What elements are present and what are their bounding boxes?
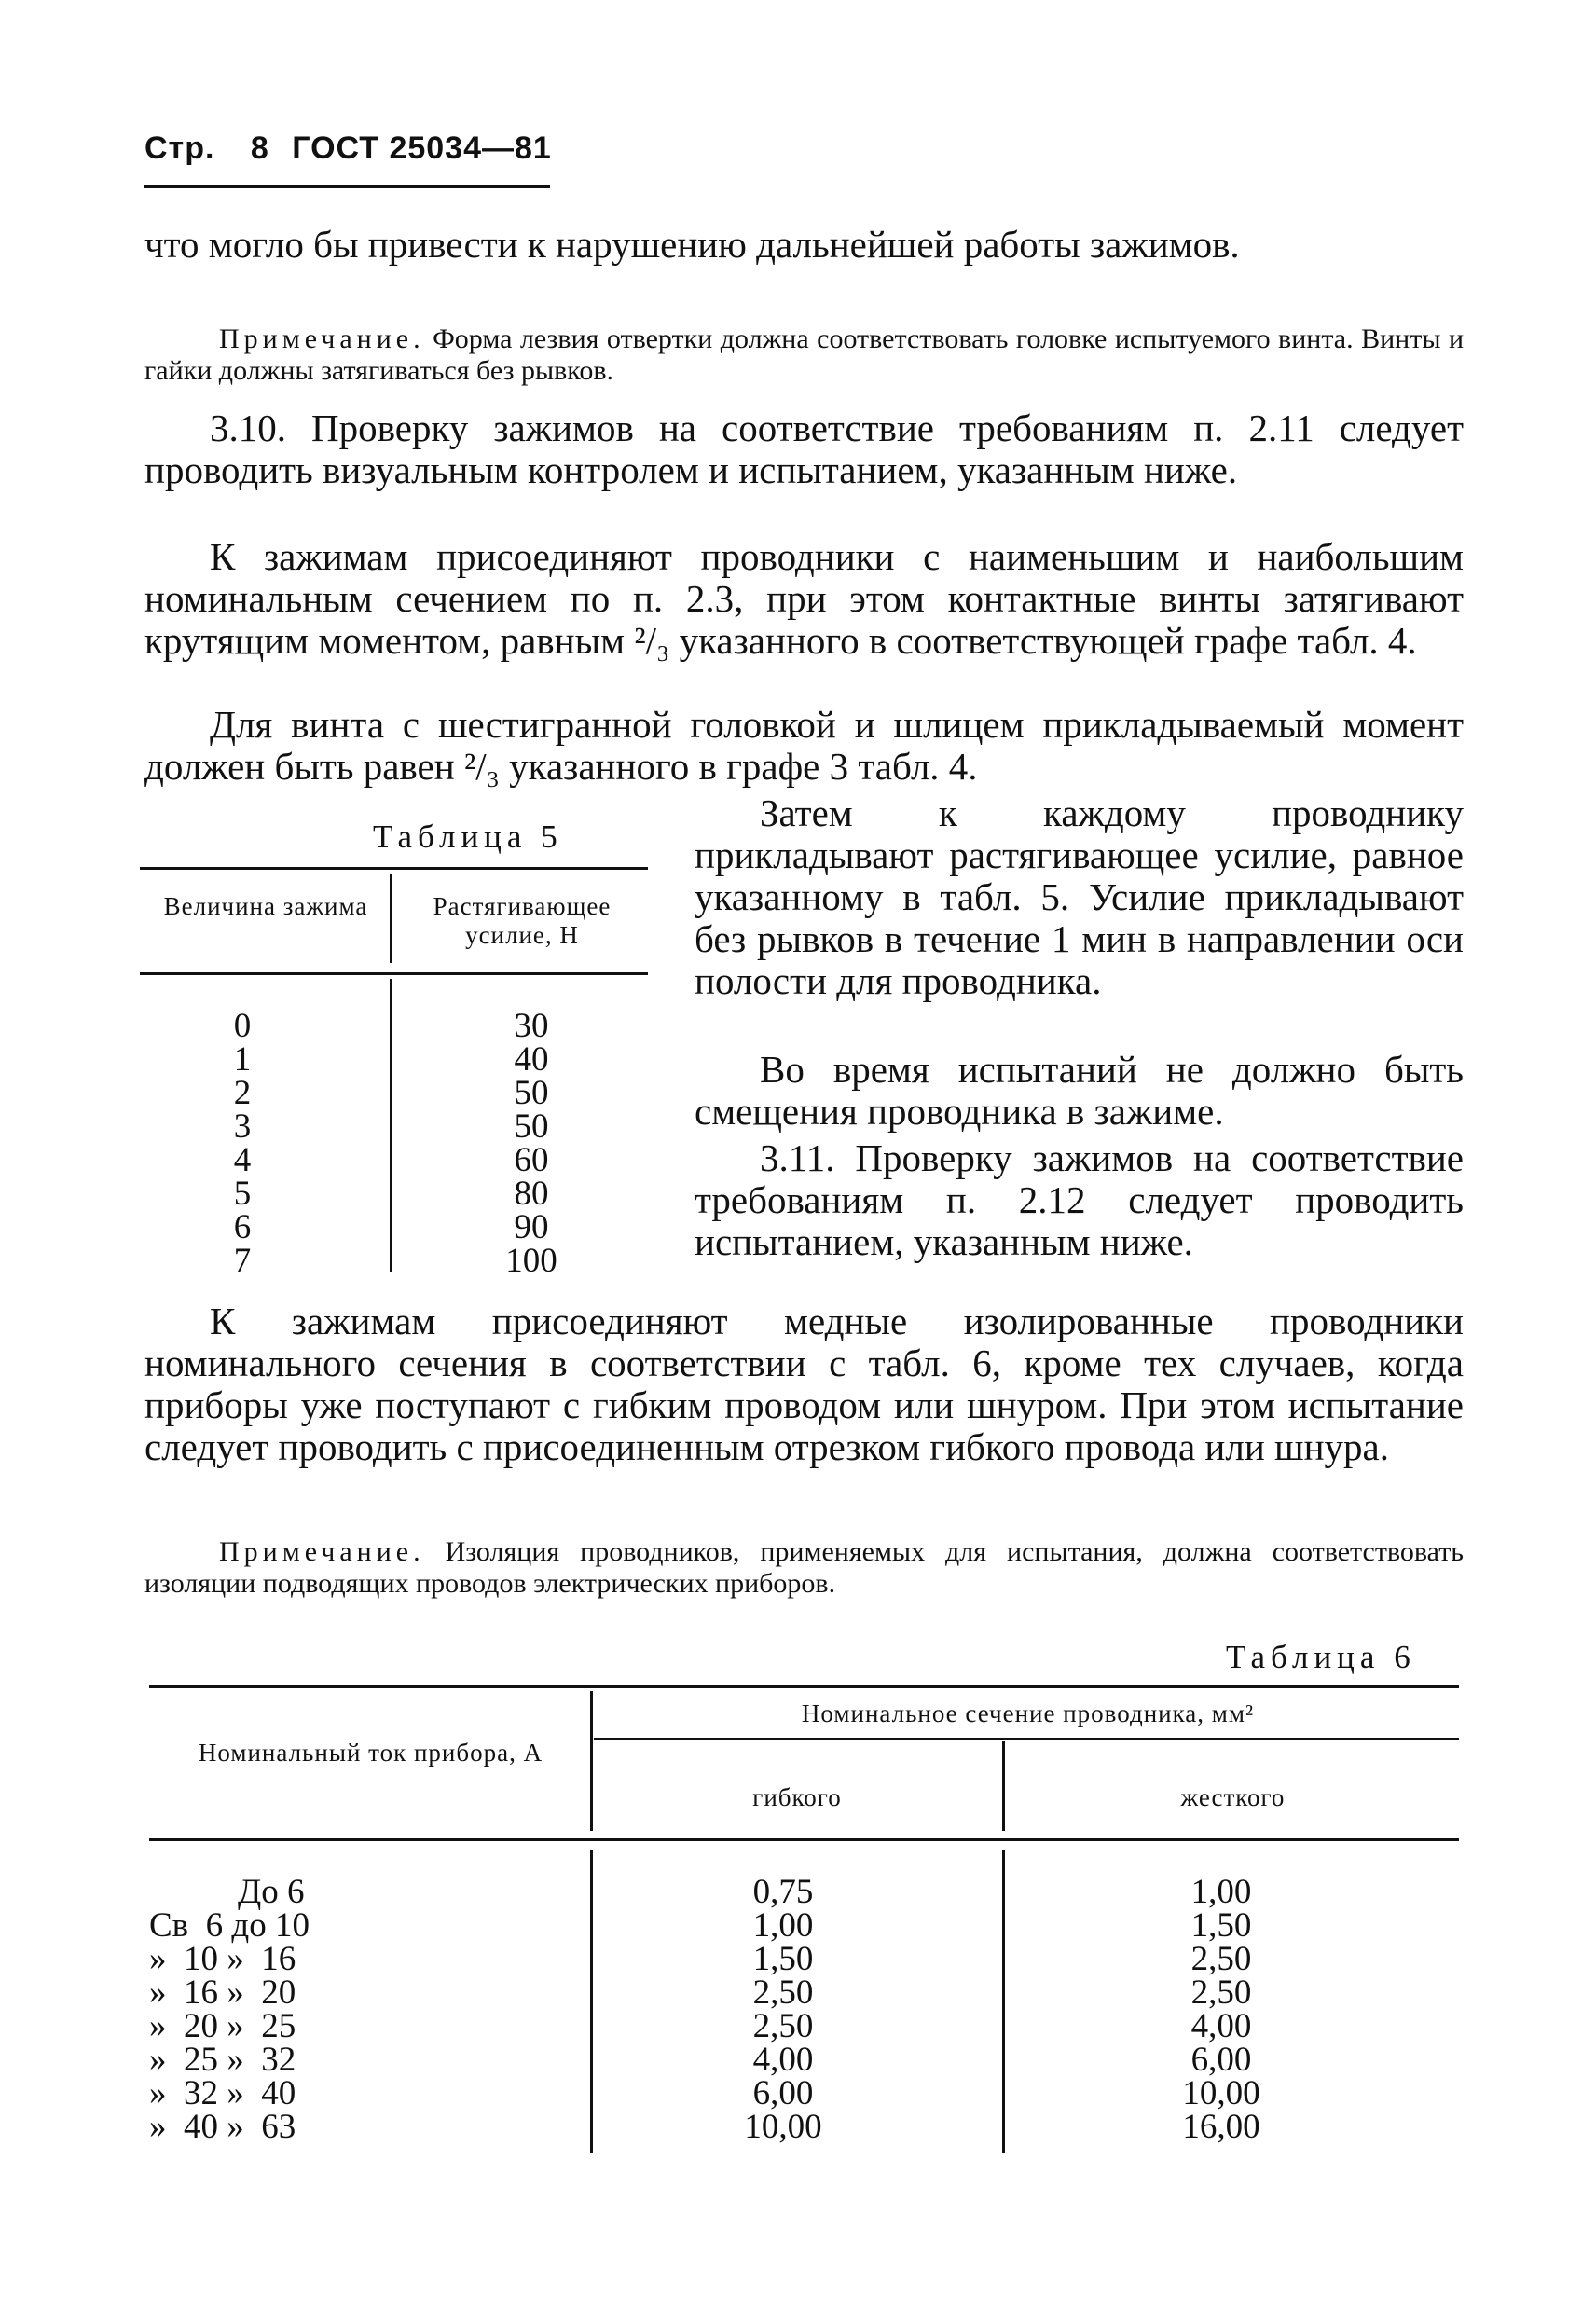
table-5-top-rule [140, 867, 648, 870]
table-6-flexible-cell: 2,50 [752, 1974, 814, 2012]
note-2-text: Изоляция проводников, применяемых для испытания, должна соответствовать изоляции подводящих проводов электрических приборов. [144, 1536, 1464, 1599]
table-6-current-cell: » 25 » 32 [149, 2041, 296, 2079]
table-5-header-divider [390, 874, 392, 963]
table-6-flexible-cell: 1,00 [752, 1906, 814, 1945]
table-6-col1 [149, 1873, 578, 2146]
note-1-text: Форма лезвия отвертки должна соответствовать головке испытуемого винта. Винты и гайки должны затягиваться без рывков. [144, 323, 1464, 386]
table-6-current-cell: » 40 » 63 [149, 2108, 296, 2146]
note-2-label: Примечание. [219, 1536, 425, 1567]
paragraph-conductors [144, 536, 1464, 662]
page-number: 8 [250, 131, 269, 166]
paragraph-3-11: 3.11. Проверку зажимов на соответствие требованиям п. 2.12 следует проводить испытанием, указанным ниже. [695, 1136, 1464, 1263]
table-6-group-rule [594, 1738, 1459, 1740]
table-6-body-divider-2 [1002, 1850, 1005, 2153]
table-6-current-cell: » 10 » 16 [149, 1940, 296, 1978]
header-rule [144, 185, 550, 188]
table-6-col2-header: гибкого [752, 1783, 842, 1811]
table-6-rigid-cell: 2,50 [1190, 1974, 1252, 2012]
table-5-size-cell: 3 [233, 1107, 252, 1146]
table-5-size-cell: 7 [233, 1242, 252, 1280]
table-5-force-cell: 90 [514, 1208, 549, 1246]
table-5-size-cell: 4 [233, 1141, 252, 1179]
table-6-caption: Таблица 6 [1226, 1639, 1416, 1675]
table-5-force-cell: 80 [514, 1175, 549, 1213]
table-5-col2-header: Растягивающее усилие, Н [433, 892, 612, 949]
table-6-top-rule [149, 1685, 1459, 1688]
paragraph-conductors-a: К зажимам присоединяют проводники с наименьшим и наибольшим номинальным сечением по п. 2.3, при этом контактные винты затягивают крутящим моментом, равным [144, 535, 1464, 662]
table-5-force-cell: 40 [514, 1040, 549, 1079]
table-6-col2 [597, 1873, 970, 2146]
table-6-rigid-cell: 16,00 [1182, 2108, 1260, 2146]
table-5-body-divider [390, 979, 392, 1272]
table-5-force-cell: 100 [505, 1242, 557, 1280]
fraction-two-thirds-2: ²/₃ [463, 745, 500, 788]
table-6-col3-header: жесткого [1180, 1783, 1286, 1811]
paragraph-conductors-b: указанного в соответствующей графе табл. 4. [669, 619, 1417, 662]
table-6-flexible-cell: 0,75 [752, 1873, 814, 1911]
table-6-header-rule [149, 1838, 1459, 1841]
table-6-flexible-cell: 2,50 [752, 2007, 814, 2045]
page-header [144, 131, 552, 167]
table-6-subheader-divider [1002, 1741, 1005, 1831]
table-5-size-cell: 6 [233, 1208, 252, 1246]
table-5-size-cell: 1 [233, 1040, 252, 1079]
note-1 [144, 323, 1464, 387]
paragraph-3-10: 3.10. Проверку зажимов на соответствие требованиям п. 2.11 следует проводить визуальным контролем и испытанием, указанным ниже. [144, 406, 1464, 491]
table-5-size-cell: 2 [233, 1074, 252, 1112]
table-6-col3 [1007, 1873, 1436, 2146]
paragraph-hex-a: Для винта с шестигранной головкой и шлицем прикладываемый момент должен быть равен [144, 703, 1464, 788]
table-5-force-cell: 50 [514, 1074, 549, 1112]
paragraph-copper-conductors: К зажимам присоединяют медные изолированные проводники номинального сечения в соответствии с табл. 6, кроме тех случаев, когда приборы уже поступают с гибким проводом или шнуром. При этом испытание следует проводить с присоединенным отрезком гибкого провода или шнура. [144, 1300, 1464, 1468]
table-6-rigid-cell: 1,50 [1190, 1906, 1252, 1945]
table-6-flexible-cell: 6,00 [752, 2074, 814, 2112]
table-6-current-cell: » 20 » 25 [149, 2007, 296, 2045]
table-5-force-cell: 60 [514, 1141, 549, 1179]
table-6-flexible-cell: 4,00 [752, 2041, 814, 2079]
table-6-rigid-cell: 4,00 [1190, 2007, 1252, 2045]
table-6-rigid-cell: 6,00 [1190, 2041, 1252, 2079]
page-label: Стр. [144, 131, 215, 166]
note-2 [144, 1536, 1464, 1600]
paragraph-no-displacement: Во время испытаний не должно быть смещения проводника в зажиме. [695, 1048, 1464, 1133]
paragraph-hex-b: указанного в графе 3 табл. 4. [499, 745, 978, 788]
table-5-col1-header: Величина зажима [163, 892, 368, 920]
standard-number: ГОСТ 25034—81 [292, 131, 552, 166]
paragraph-tensile-force: Затем к каждому проводнику прикладывают растягивающее усилие, равное указанному в табл. 5. Усилие прикладывают без рывков в течение 1 мин в направлении оси полости для проводника. [695, 791, 1464, 1002]
fraction-two-thirds: ²/₃ [634, 619, 670, 662]
table-6-flexible-cell: 1,50 [752, 1940, 814, 1978]
table-6-rigid-cell: 10,00 [1182, 2074, 1260, 2112]
table-5-col1 [149, 1007, 336, 1280]
table-5-size-cell: 0 [233, 1007, 252, 1045]
table-6-rigid-cell: 1,00 [1190, 1873, 1252, 1911]
table-6-header-divider [590, 1691, 593, 1831]
table-6-current-cell: Св 6 до 10 [149, 1906, 310, 1945]
table-6-current-cell: » 16 » 20 [149, 1974, 296, 2012]
table-6-rigid-cell: 2,50 [1190, 1940, 1252, 1978]
table-5-caption: Таблица 5 [373, 818, 563, 855]
table-5-col2 [438, 1007, 625, 1280]
table-5-size-cell: 5 [233, 1175, 252, 1213]
table-6-current-cell: » 32 » 40 [149, 2074, 296, 2112]
table-6-current-cell: До 6 [238, 1873, 305, 1911]
paragraph-1: что могло бы привести к нарушению дальнейшей работы зажимов. [144, 223, 1240, 266]
table-6-group-header: Номинальное сечение проводника, мм² [801, 1699, 1255, 1727]
table-6-flexible-cell: 10,00 [744, 2108, 822, 2146]
paragraph-hex-screw [144, 704, 1464, 788]
table-5-header-rule [140, 972, 648, 975]
table-6-body-divider-1 [590, 1850, 593, 2153]
table-5-force-cell: 30 [514, 1007, 549, 1045]
table-6-col1-header: Номинальный ток прибора, А [198, 1739, 543, 1767]
note-1-label: Примечание. [219, 323, 425, 354]
table-5-force-cell: 50 [514, 1107, 549, 1146]
